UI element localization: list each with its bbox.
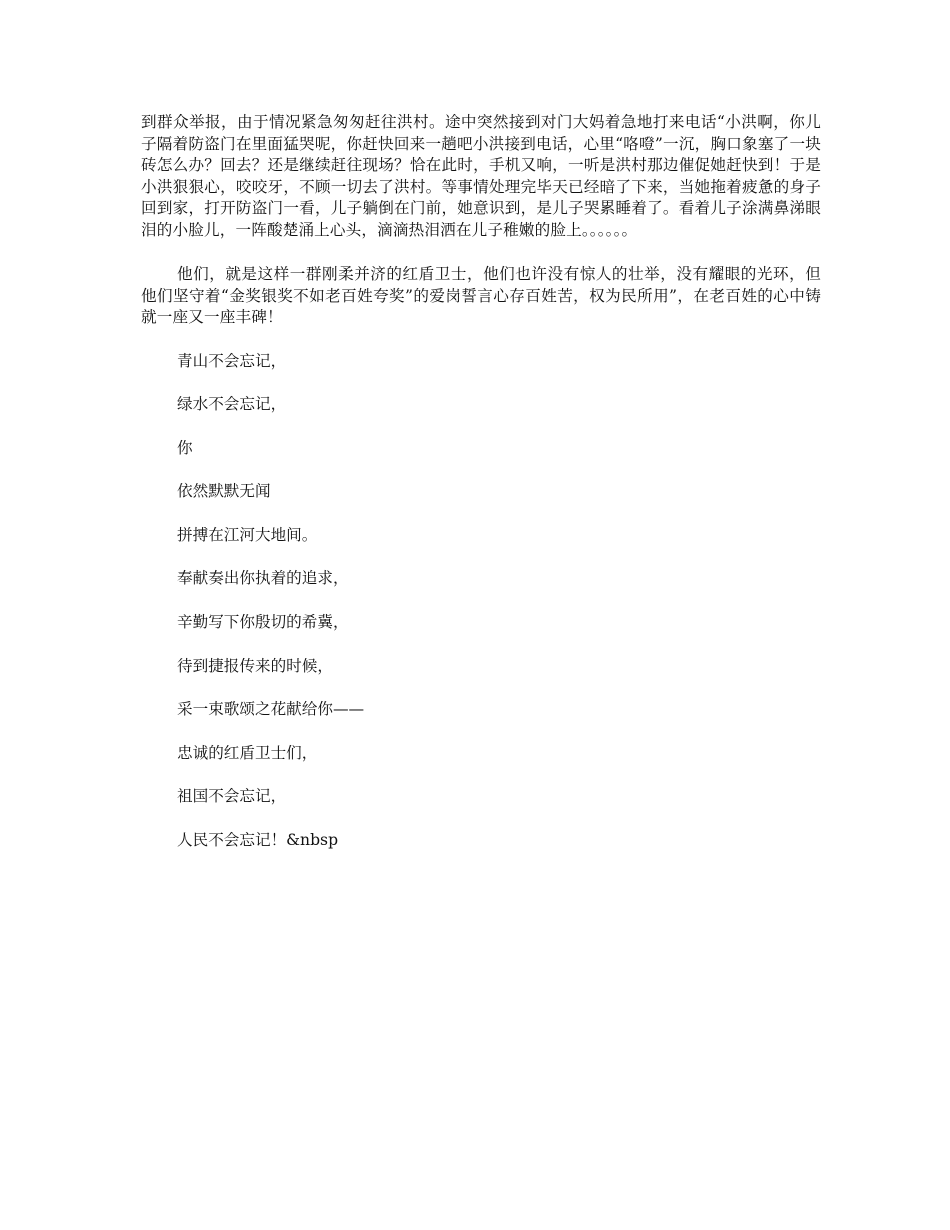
poem-line: 待到捷报传来的时候，	[177, 656, 333, 675]
document-page	[141, 112, 821, 874]
paragraph-red-shield-guards: 他们，就是这样一群刚柔并济的红盾卫士，他们也许没有惊人的壮举，没有耀眼的光环，但他们坚守着“金奖银奖不如老百姓夸奖”的爱岗誓言心存百姓苦，权为民所用”，在老百姓的心中铸就一座又一座丰碑！	[141, 265, 821, 326]
poem-line: 辛勤写下你殷切的希冀，	[177, 613, 349, 632]
poem-line: 忠诚的红盾卫士们，	[177, 743, 318, 762]
poem-line: 采一束歌颂之花献给你——	[177, 700, 365, 719]
poem-line: 祖国不会忘记，	[177, 787, 287, 806]
poem-line: 绿水不会忘记，	[177, 395, 287, 414]
poem-line: 奉献奏出你执着的追求，	[177, 569, 349, 588]
poem-line: 拼搏在江河大地间。	[177, 525, 318, 544]
poem-line: 人民不会忘记！&nbsp	[177, 831, 339, 850]
poem-line: 你	[177, 438, 193, 457]
poem	[141, 351, 821, 852]
poem-line: 青山不会忘记，	[177, 351, 287, 370]
poem-line: 依然默默无闻	[177, 482, 271, 501]
paragraph-report-story: 到群众举报，由于情况紧急匆匆赶往洪村。途中突然接到对门大妈着急地打来电话“小洪啊，你儿子隔着防盗门在里面猛哭呢，你赶快回来一趟吧小洪接到电话，心里“咯噔”一沉，胸口象塞了一块砖怎么办？回去？还是继续赶往现场？恰在此时，手机又响，一听是洪村那边催促她赶快到！于是小洪狠狠心，咬咬牙，不顾一切去了洪村。等事情处理完毕天已经暗了下来，当她拖着疲惫的身子回到家，打开防盗门一看，儿子躺倒在门前，她意识到，是儿子哭累睡着了。看着儿子涂满鼻涕眼泪的小脸儿，一阵酸楚涌上心头，滴滴热泪洒在儿子稚嫩的脸上。。。。。。	[141, 113, 821, 239]
